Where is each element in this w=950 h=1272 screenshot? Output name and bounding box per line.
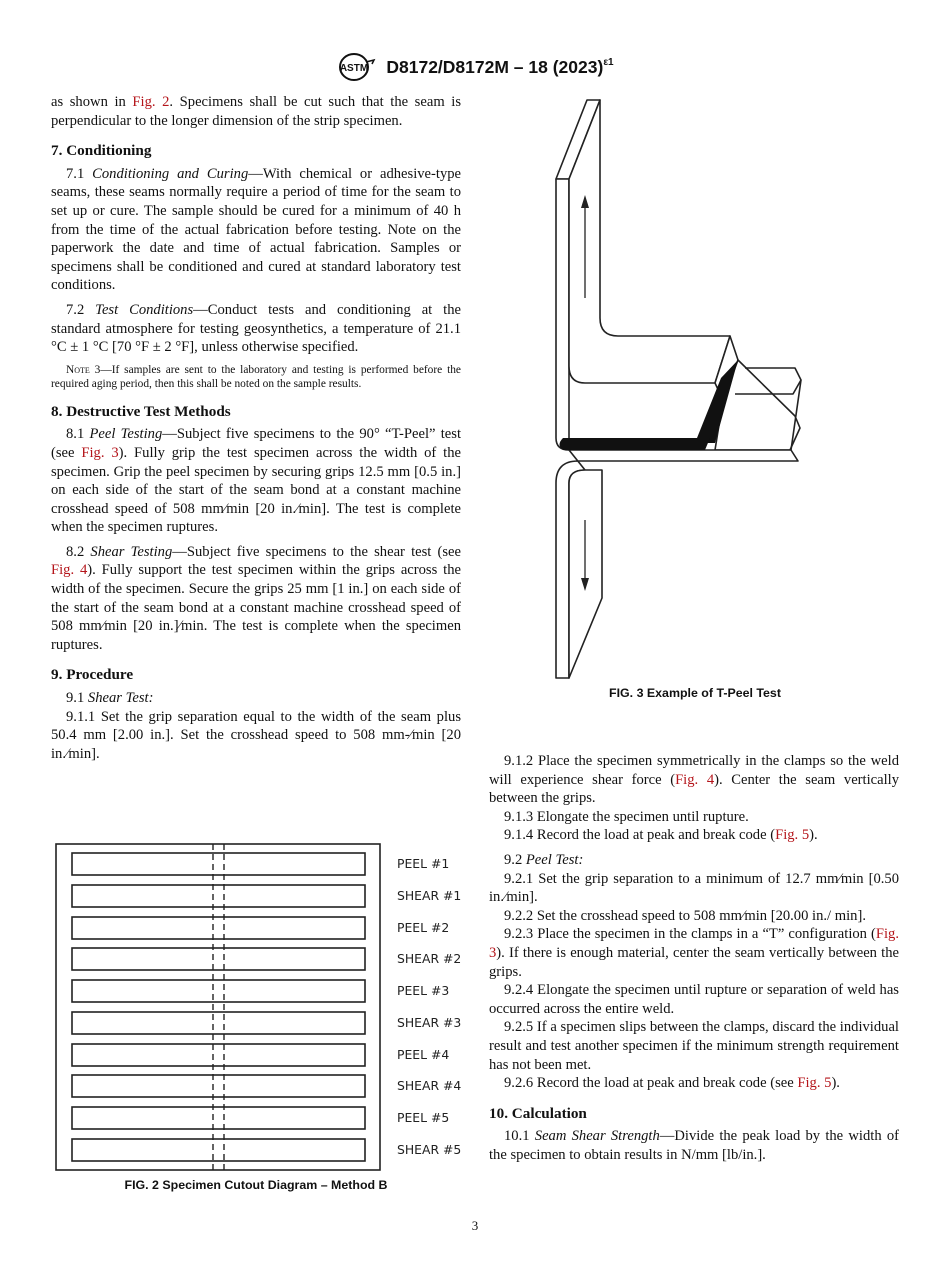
paragraph-7-1: 7.1 Conditioning and Curing—With chemical or adhesive-type seams, these seams normally require a period of time for the seam to set up or cure. The sample should be cured for a minimum of 40 h from the time of the actual fabrication before testing. Note on the paperwork the date and time of actual fabrication. Samples or specimens shall be conditioned and cured at standard laboratory test conditions. — [51, 165, 462, 294]
paragraph-7-2: 7.2 Test Conditions—Conduct tests and conditioning at the standard atmosphere for testing geosynthetics, a temperature of 21.1 °C ± 1 °C [70 °F ± 2 °F], unless otherwise specified. — [51, 301, 461, 356]
paragraph-9-1-4: 9.1.4 Record the load at peak and break code (Fig. 5). — [504, 827, 818, 844]
astm-logo-icon — [336, 52, 376, 82]
svg-text:PEEL #3: PEEL #3 — [397, 983, 450, 998]
section-9-heading: 9. Procedure — [51, 666, 134, 684]
page-header — [0, 52, 950, 86]
right-column — [489, 752, 899, 1164]
section-8-heading: 8. Destructive Test Methods — [51, 402, 231, 420]
fig5-link[interactable]: Fig. 5 — [775, 827, 810, 844]
fig3-caption: FIG. 3 Example of T-Peel Test — [609, 686, 781, 700]
svg-text:ASTM: ASTM — [340, 63, 369, 74]
intro-paragraph: as shown in Fig. 2. Specimens shall be cut such that the seam is perpendicular to the longer dimension of the strip specimen. — [51, 94, 461, 129]
fig2-caption: FIG. 2 Specimen Cutout Diagram – Method B — [124, 1178, 388, 1192]
left-column — [51, 93, 461, 763]
paragraph-9-2: 9.2 Peel Test: — [504, 851, 584, 868]
svg-text:PEEL #4: PEEL #4 — [397, 1047, 450, 1062]
strip-labels — [397, 856, 461, 1157]
paragraph-9-2-3: 9.2.3 Place the specimen in the clamps in a “T” configuration (Fig. 3). If there is enough material, center the seam vertically between the grips. — [489, 926, 899, 980]
paragraph-10-1: 10.1 Seam Shear Strength—Divide the peak load by the width of the specimen to obtain results in N/mm [lb/in.]. — [489, 1128, 899, 1163]
fig5-link[interactable]: Fig. 5 — [797, 1075, 832, 1092]
svg-text:SHEAR #2: SHEAR #2 — [397, 951, 462, 966]
note-3: Note 3—If samples are sent to the laboratory and testing is performed before the required aging period, then this shall be noted on the sample results. — [51, 363, 461, 390]
fig4-link[interactable]: Fig. 4 — [51, 562, 88, 579]
svg-text:PEEL #1: PEEL #1 — [397, 856, 450, 871]
paragraph-9-2-4: 9.2.4 Elongate the specimen until rupture or separation of weld has occurred across the entire weld. — [489, 982, 899, 1017]
seam-lines — [213, 844, 224, 1170]
fig2-link[interactable]: Fig. 2 — [132, 94, 170, 110]
paragraph-9-2-1: 9.2.1 Set the grip separation to a minimum of 12.7 mm⁄min [0.50 in.⁄min]. — [489, 870, 899, 906]
svg-text:SHEAR #1: SHEAR #1 — [397, 888, 462, 903]
paragraph-9-2-5: 9.2.5 If a specimen slips between the clamps, discard the individual result and test another specimen if the minimum strength requirement has not been met. — [489, 1019, 899, 1073]
fig3-t-peel-diagram — [545, 98, 865, 683]
svg-text:SHEAR #3: SHEAR #3 — [397, 1015, 462, 1030]
page-number: 3 — [471, 1218, 479, 1233]
fig3-link[interactable]: Fig. 3 — [489, 926, 899, 961]
fig4-link[interactable]: Fig. 4 — [675, 771, 715, 788]
fig2-specimen-cutout-diagram — [55, 843, 465, 1173]
paragraph-8-1: 8.1 Peel Testing—Subject five specimens to the 90° “T-Peel” test (see Fig. 3). Fully grip the test specimen across the width of the specimen. Grip the peel specimen by securing grips 12.5 mm [0.5 in.] on each side of the start of the seam bond at a constant machine crosshead speed of 508 mm⁄min [20 in.⁄min]. The test is complete when the specimen ruptures. — [51, 426, 462, 536]
svg-text:PEEL #2: PEEL #2 — [397, 920, 450, 935]
paragraph-9-2-6: 9.2.6 Record the load at peak and break code (see Fig. 5). — [504, 1075, 840, 1092]
svg-text:PEEL #5: PEEL #5 — [397, 1110, 450, 1125]
fig3-link[interactable]: Fig. 3 — [81, 444, 119, 461]
svg-text:SHEAR #4: SHEAR #4 — [397, 1078, 462, 1093]
specimen-strips — [72, 853, 365, 1161]
paragraph-9-1-1: 9.1.1 Set the grip separation equal to the width of the seam plus 50.4 mm [2.00 in.]. Set the crosshead speed to 508 mm-⁄min [20 in.⁄min]. — [51, 708, 461, 762]
document-designation: D8172/D8172M – 18 $(2023)^{\varepsilon 1}$ — [386, 56, 614, 77]
paragraph-9-1-3: 9.1.3 Elongate the specimen until rupture. — [504, 808, 749, 825]
section-10-heading: 10. Calculation — [489, 1104, 587, 1122]
paragraph-9-1-2: 9.1.2 Place the specimen symmetrically in the clamps so the weld will experience shear force (Fig. 4). Center the seam vertically between the grips. — [489, 753, 899, 807]
svg-text:SHEAR #5: SHEAR #5 — [397, 1142, 462, 1157]
paragraph-9-1: 9.1 Shear Test: — [66, 690, 154, 707]
section-7-heading: 7. Conditioning — [51, 142, 152, 160]
paragraph-9-2-2: 9.2.2 Set the crosshead speed to 508 mm⁄min [20.00 in./ min]. — [504, 907, 866, 924]
paragraph-8-2: 8.2 Shear Testing—Subject five specimens to the shear test (see Fig. 4). Fully support the test specimen within the grips across the width of the specimen. Secure the grips 25 mm [1 in.] on each side of the start of the seam bond at a constant machine crosshead speed of 508 mm⁄min [20 in.]⁄min. The test is complete when the specimen ruptures. — [51, 543, 461, 653]
